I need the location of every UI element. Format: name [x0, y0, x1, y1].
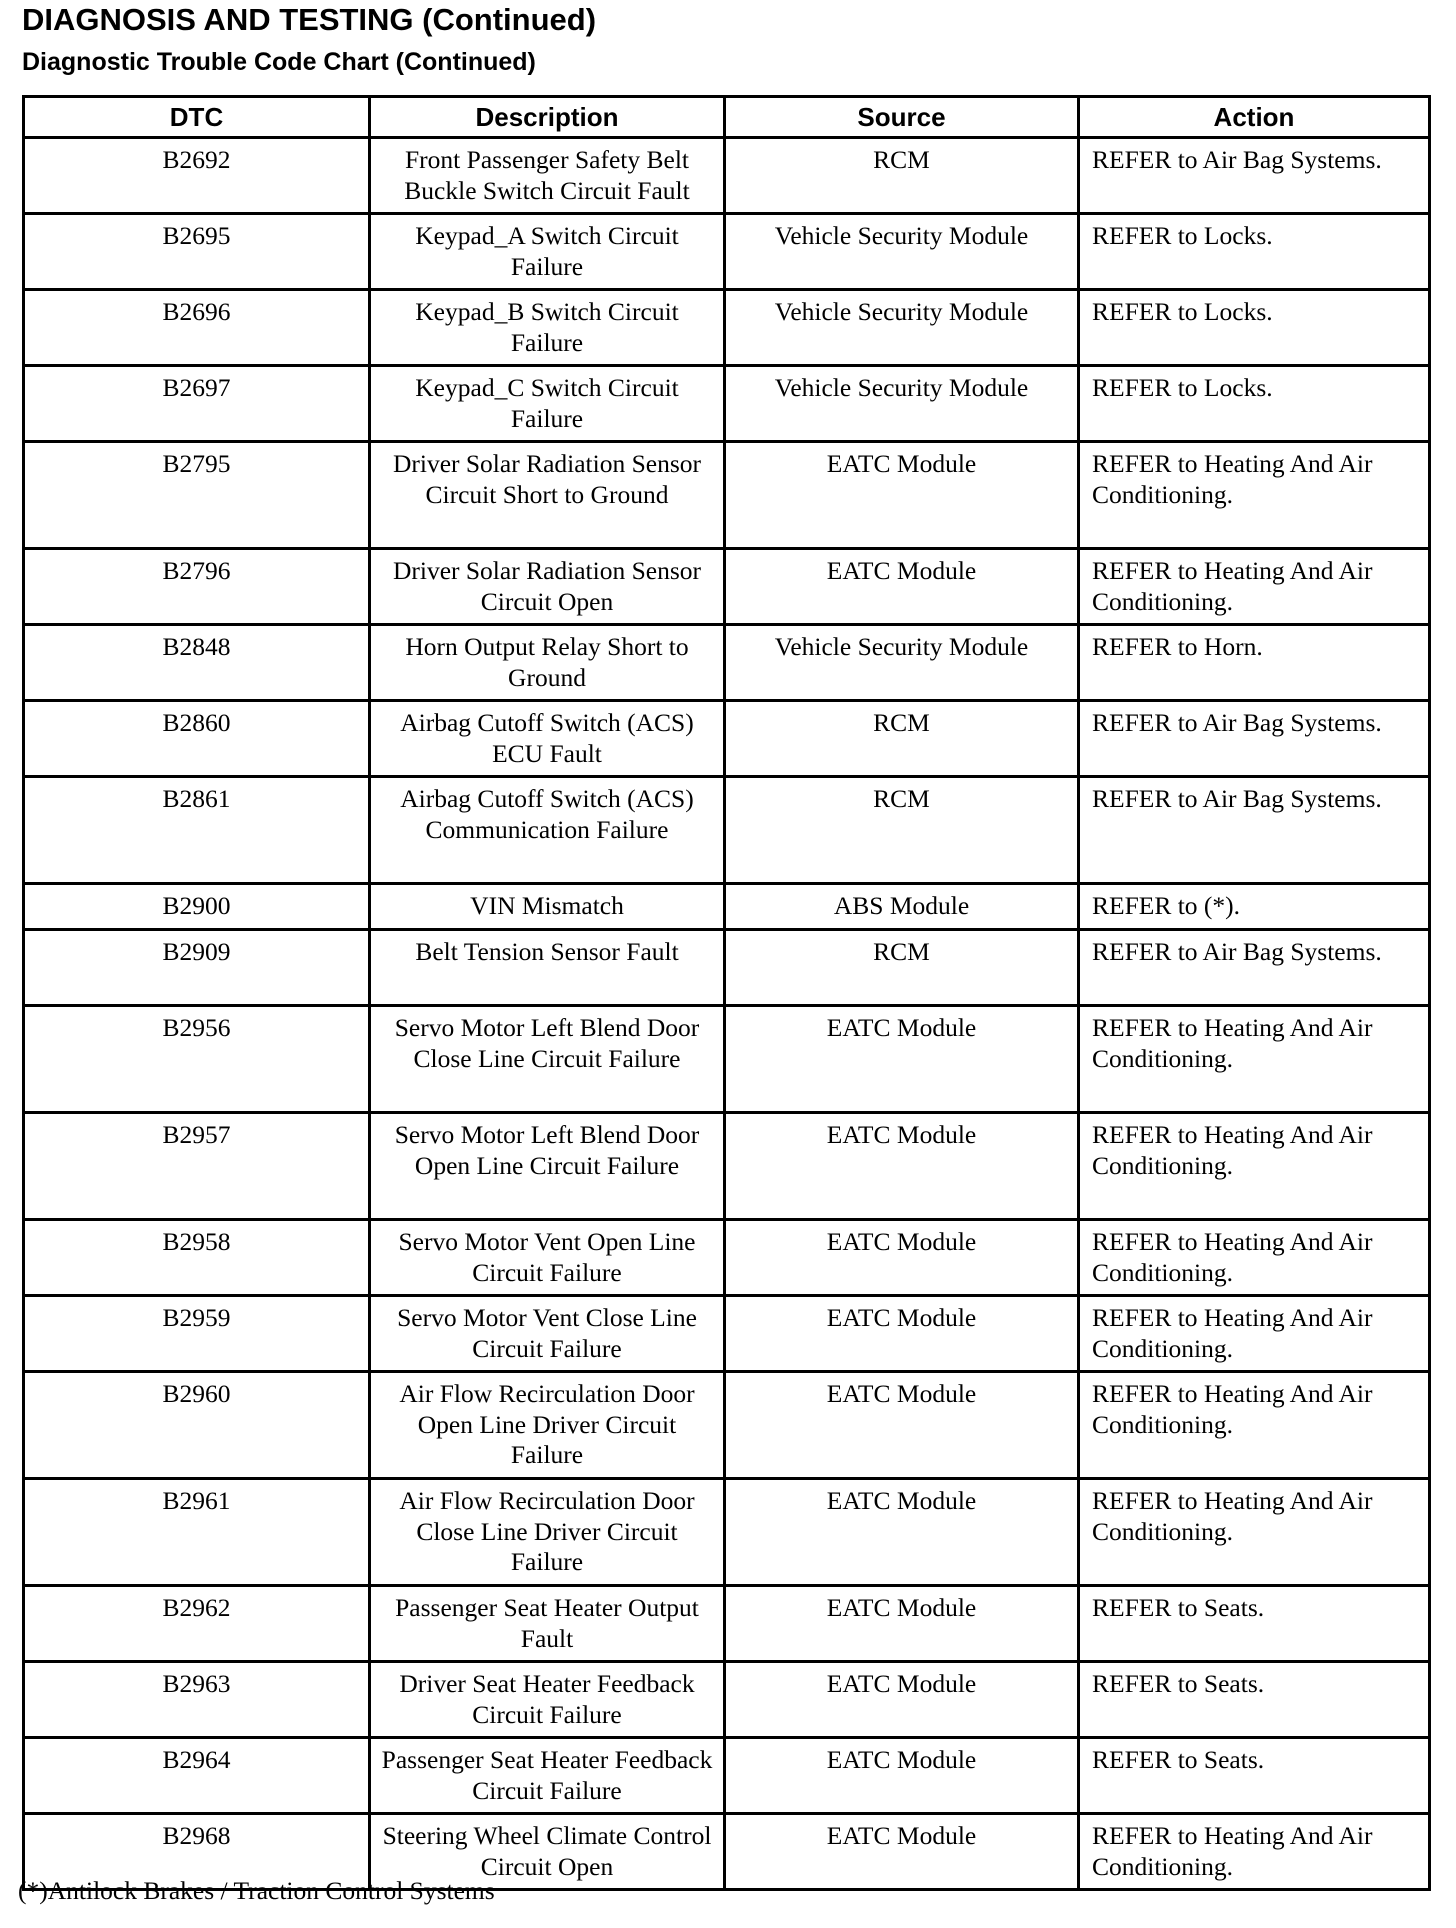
source-cell: EATC Module	[725, 1220, 1079, 1296]
dtc-cell: B2692	[24, 138, 370, 214]
source-cell: RCM	[725, 777, 1079, 884]
source-cell: EATC Module	[725, 1738, 1079, 1814]
description-cell: Servo Motor Left Blend Door Close Line Circuit Failure	[370, 1006, 725, 1113]
action-cell: REFER to Air Bag Systems.	[1079, 930, 1430, 1006]
source-cell: EATC Module	[725, 442, 1079, 549]
source-cell: EATC Module	[725, 1479, 1079, 1586]
dtc-cell: B2962	[24, 1586, 370, 1662]
action-cell: REFER to Horn.	[1079, 625, 1430, 701]
table-row	[24, 701, 1430, 777]
description-cell: Airbag Cutoff Switch (ACS) Communication Failure	[370, 777, 725, 884]
table-row	[24, 549, 1430, 625]
action-cell: REFER to Heating And Air Conditioning.	[1079, 1479, 1430, 1586]
action-cell: REFER to Locks.	[1079, 290, 1430, 366]
description-cell: Airbag Cutoff Switch (ACS) ECU Fault	[370, 701, 725, 777]
dtc-cell: B2957	[24, 1113, 370, 1220]
description-cell: Driver Solar Radiation Sensor Circuit Short to Ground	[370, 442, 725, 549]
dtc-cell: B2956	[24, 1006, 370, 1113]
dtc-cell: B2964	[24, 1738, 370, 1814]
action-cell: REFER to Locks.	[1079, 366, 1430, 442]
table-row	[24, 1220, 1430, 1296]
table-row	[24, 1738, 1430, 1814]
description-cell: Keypad_B Switch Circuit Failure	[370, 290, 725, 366]
action-cell: REFER to Seats.	[1079, 1738, 1430, 1814]
page-title: DIAGNOSIS AND TESTING (Continued)	[22, 2, 597, 37]
action-cell: REFER to Locks.	[1079, 214, 1430, 290]
action-cell: REFER to Heating And Air Conditioning.	[1079, 442, 1430, 549]
dtc-cell: B2697	[24, 366, 370, 442]
source-cell: EATC Module	[725, 1372, 1079, 1479]
source-cell: Vehicle Security Module	[725, 366, 1079, 442]
column-header-description: Description	[370, 97, 725, 138]
source-cell: ABS Module	[725, 884, 1079, 930]
table-row	[24, 138, 1430, 214]
description-cell: Belt Tension Sensor Fault	[370, 930, 725, 1006]
action-cell: REFER to Air Bag Systems.	[1079, 777, 1430, 884]
description-cell: Passenger Seat Heater Output Fault	[370, 1586, 725, 1662]
description-cell: Servo Motor Vent Close Line Circuit Failure	[370, 1296, 725, 1372]
dtc-cell: B2860	[24, 701, 370, 777]
table-row	[24, 777, 1430, 884]
description-cell: Horn Output Relay Short to Ground	[370, 625, 725, 701]
table-row	[24, 1586, 1430, 1662]
source-cell: RCM	[725, 930, 1079, 1006]
dtc-cell: B2900	[24, 884, 370, 930]
description-cell: Steering Wheel Climate Control Circuit Open	[370, 1814, 725, 1890]
table-row	[24, 1372, 1430, 1479]
description-cell: Servo Motor Vent Open Line Circuit Failure	[370, 1220, 725, 1296]
source-cell: EATC Module	[725, 549, 1079, 625]
source-cell: Vehicle Security Module	[725, 625, 1079, 701]
dtc-cell: B2861	[24, 777, 370, 884]
dtc-cell: B2960	[24, 1372, 370, 1479]
description-cell: Driver Seat Heater Feedback Circuit Failure	[370, 1662, 725, 1738]
description-cell: VIN Mismatch	[370, 884, 725, 930]
dtc-cell: B2959	[24, 1296, 370, 1372]
chart-subtitle: Diagnostic Trouble Code Chart (Continued)	[22, 48, 536, 76]
description-cell: Servo Motor Left Blend Door Open Line Circuit Failure	[370, 1113, 725, 1220]
dtc-cell: B2696	[24, 290, 370, 366]
column-header-action: Action	[1079, 97, 1430, 138]
dtc-cell: B2795	[24, 442, 370, 549]
description-cell: Air Flow Recirculation Door Open Line Driver Circuit Failure	[370, 1372, 725, 1479]
dtc-cell: B2796	[24, 549, 370, 625]
source-cell: Vehicle Security Module	[725, 214, 1079, 290]
table-row	[24, 1296, 1430, 1372]
column-header-dtc: DTC	[24, 97, 370, 138]
action-cell: REFER to Air Bag Systems.	[1079, 701, 1430, 777]
source-cell: Vehicle Security Module	[725, 290, 1079, 366]
action-cell: REFER to Heating And Air Conditioning.	[1079, 1814, 1430, 1890]
source-cell: RCM	[725, 701, 1079, 777]
source-cell: EATC Module	[725, 1296, 1079, 1372]
description-cell: Keypad_A Switch Circuit Failure	[370, 214, 725, 290]
table-row	[24, 290, 1430, 366]
table-row	[24, 625, 1430, 701]
table-row	[24, 1113, 1430, 1220]
description-cell: Driver Solar Radiation Sensor Circuit Open	[370, 549, 725, 625]
source-cell: EATC Module	[725, 1006, 1079, 1113]
source-cell: EATC Module	[725, 1586, 1079, 1662]
table-row	[24, 930, 1430, 1006]
column-header-source: Source	[725, 97, 1079, 138]
table-row	[24, 1006, 1430, 1113]
description-cell: Keypad_C Switch Circuit Failure	[370, 366, 725, 442]
action-cell: REFER to Seats.	[1079, 1586, 1430, 1662]
dtc-cell: B2695	[24, 214, 370, 290]
dtc-table	[22, 95, 1431, 1891]
action-cell: REFER to Air Bag Systems.	[1079, 138, 1430, 214]
table-row	[24, 1662, 1430, 1738]
table-row	[24, 366, 1430, 442]
table-row	[24, 214, 1430, 290]
action-cell: REFER to Heating And Air Conditioning.	[1079, 1296, 1430, 1372]
action-cell: REFER to Heating And Air Conditioning.	[1079, 1220, 1430, 1296]
dtc-cell: B2968	[24, 1814, 370, 1890]
description-cell: Air Flow Recirculation Door Close Line Driver Circuit Failure	[370, 1479, 725, 1586]
table-row	[24, 442, 1430, 549]
action-cell: REFER to Seats.	[1079, 1662, 1430, 1738]
table-row	[24, 884, 1430, 930]
source-cell: EATC Module	[725, 1113, 1079, 1220]
dtc-cell: B2848	[24, 625, 370, 701]
source-cell: EATC Module	[725, 1662, 1079, 1738]
dtc-cell: B2909	[24, 930, 370, 1006]
action-cell: REFER to (*).	[1079, 884, 1430, 930]
dtc-cell: B2963	[24, 1662, 370, 1738]
description-cell: Passenger Seat Heater Feedback Circuit Failure	[370, 1738, 725, 1814]
action-cell: REFER to Heating And Air Conditioning.	[1079, 1372, 1430, 1479]
source-cell: EATC Module	[725, 1814, 1079, 1890]
action-cell: REFER to Heating And Air Conditioning.	[1079, 1006, 1430, 1113]
table-header-row	[24, 97, 1430, 138]
table-row	[24, 1479, 1430, 1586]
dtc-cell: B2961	[24, 1479, 370, 1586]
source-cell: RCM	[725, 138, 1079, 214]
description-cell: Front Passenger Safety Belt Buckle Switch Circuit Fault	[370, 138, 725, 214]
action-cell: REFER to Heating And Air Conditioning.	[1079, 549, 1430, 625]
action-cell: REFER to Heating And Air Conditioning.	[1079, 1113, 1430, 1220]
footnote: (*)Antilock Brakes / Traction Control Systems	[18, 1876, 495, 1905]
dtc-cell: B2958	[24, 1220, 370, 1296]
